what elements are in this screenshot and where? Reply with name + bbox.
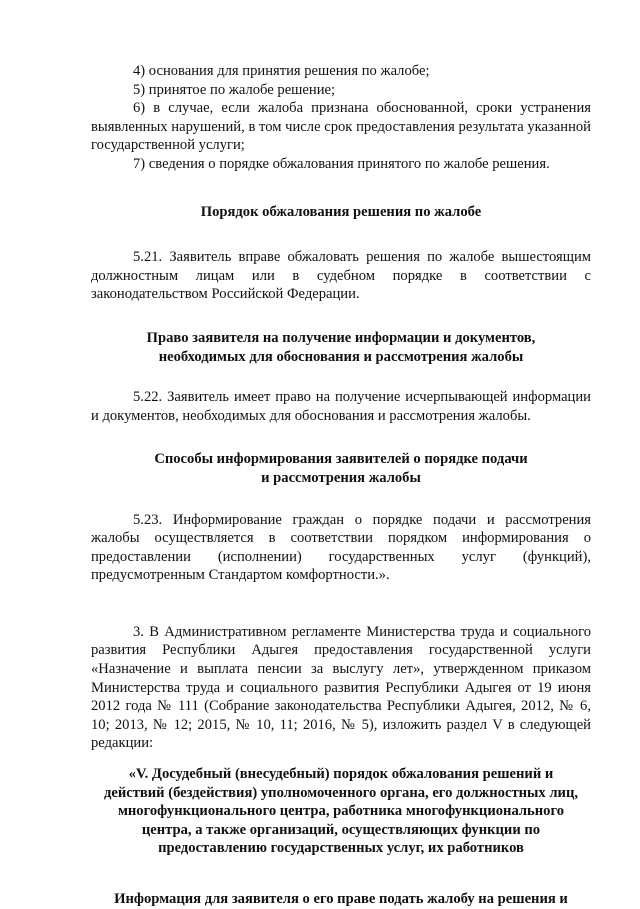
section-v-line4: центра, а также организаций, осуществляющих функции по xyxy=(141,821,541,838)
paragraph-5-23: 5.23. Информирование граждан о порядке подачи и рассмотрения жалобы осуществляется в соответствии порядком информирования о предоставлении (исполнении) государственных услуг (функций), предусмотренным Стандартом комфортности.». xyxy=(91,511,591,584)
section-v-line1: «V. Досудебный (внесудебный) порядок обжалования решений и xyxy=(128,766,554,783)
section-v-heading xyxy=(91,765,591,858)
paragraph-item-3: 3. В Административном регламенте Министерства труда и социального развития Республики Адыгея предоставления государственной услуги «Назначение и выплата пенсии за выслугу лет», утвержденном приказом Министерства труда и социального развития Республики Адыгея от 19 июня 2012 года № 111 (Собрание законодательства Республики Адыгея, 2012, № 6, 10; 2013, № 12; 2015, № 10, 11; 2016, № 5), изложить раздел V в следующей редакции: xyxy=(91,623,591,752)
heading-rights-line1: Право заявителя на получение информации и документов, xyxy=(146,329,536,346)
heading-info-complaint: Информация для заявителя о его праве подать жалобу на решения и xyxy=(114,891,568,907)
section-v-line3: многофункционального центра, работника многофункционального xyxy=(117,803,565,820)
document-page xyxy=(91,62,591,909)
heading-appeal: Порядок обжалования решения по жалобе xyxy=(200,203,482,220)
section-v-line5: предоставлению государственных услуг, их работников xyxy=(158,840,524,857)
section-v-line2: действий (бездействия) уполномоченного органа, его должностных лиц, xyxy=(103,784,579,801)
list-item-6: 6) в случае, если жалоба признана обоснованной, сроки устранения выявленных нарушений, в том числе срок предоставления результата указанной государственной услуги; xyxy=(91,100,591,154)
heading-inform-line2: и рассмотрения жалобы xyxy=(261,469,421,486)
heading-inform-line1: Способы информирования заявителей о порядке подачи xyxy=(154,451,528,468)
paragraph-5-21: 5.21. Заявитель вправе обжаловать решения по жалобе вышестоящим должностным лицам или в судебном порядке в соответствии с законодательством Российской Федерации. xyxy=(91,249,591,303)
heading-rights-line2: необходимых для обоснования и рассмотрения жалобы xyxy=(158,348,524,365)
list-item-4: 4) основания для принятия решения по жалобе; xyxy=(133,63,430,79)
list-item-5: 5) принятое по жалобе решение; xyxy=(133,81,336,98)
list-item-7: 7) сведения о порядке обжалования принятого по жалобе решения. xyxy=(133,155,550,172)
paragraph-5-22: 5.22. Заявитель имеет право на получение исчерпывающей информации и документов, необходимых для обоснования и рассмотрения жалобы. xyxy=(91,389,591,424)
